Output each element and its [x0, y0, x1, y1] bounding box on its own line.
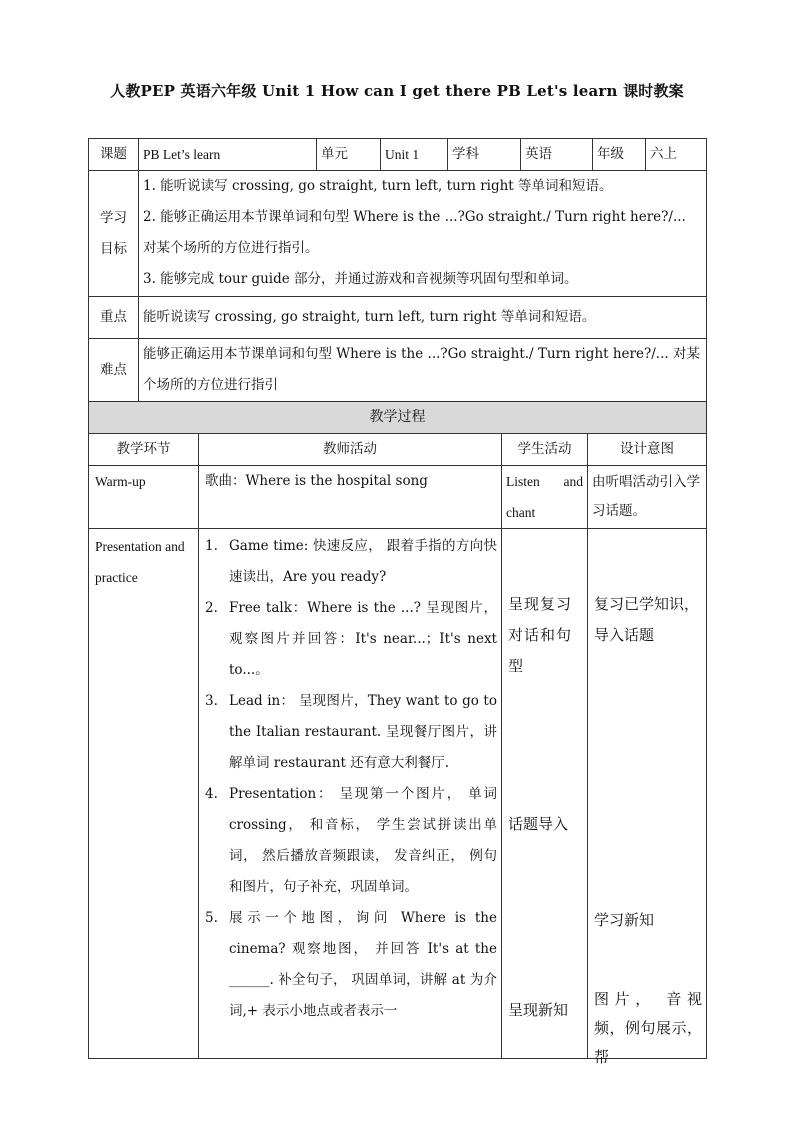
document-title: 人教PEP 英语六年级 Unit 1 How can I get there PB Let's learn 课时教案: [110, 82, 684, 100]
difficulties-label: 难点: [89, 339, 139, 402]
grade-label: 年级: [593, 139, 646, 171]
warmup-design: 由听唱活动引入学习话题。: [588, 466, 707, 529]
teacher-item-2: 2. Free talk：Where is the ...? 呈现图片，观察图片并回答：It's near...；It's next to...。: [205, 600, 497, 678]
design-item-1: 复习已学知识，导入话题: [594, 595, 700, 644]
unit-value: Unit 1: [381, 139, 448, 171]
unit-label: 单元: [317, 139, 381, 171]
teacher-activity-list: [205, 531, 497, 1027]
teacher-item-4: 4. Presentation： 呈现第一个图片， 单词 crossing， 和音标， 学生尝试拼读出单词， 然后播放音频跟读， 发音纠正， 例句和图片，句子补充，巩固单词。: [205, 786, 497, 895]
col-student-header: 学生活动: [502, 434, 588, 466]
subject-label: 学科: [448, 139, 521, 171]
objectives-label-line1: 学习: [100, 209, 127, 226]
col-design-header: 设计意图: [588, 434, 707, 466]
topic-label: 课题: [89, 139, 139, 171]
student-item-3: 呈现新知: [508, 1001, 569, 1019]
difficulties-text: 能够正确运用本节课单词和句型 Where is the ...?Go straight./ Turn right here?/... 对某个场所的方位进行指引: [139, 339, 707, 402]
student-item-2: 话题导入: [508, 815, 569, 833]
process-heading: 教学过程: [89, 402, 707, 434]
objective-item-2: 2. 能够正确运用本节课单词和句型 Where is the ...?Go straight./ Turn right here?/... 对某个场所的方位进行指引。: [143, 209, 686, 256]
objectives-label-line2: 目标: [100, 240, 127, 257]
teacher-item-3: 3. Lead in： 呈现图片，They want to go to the Italian restaurant. 呈现餐厅图片，讲解单词 restaurant 还有意大利餐厅.: [205, 693, 497, 771]
design-item-2: 学习新知: [594, 911, 655, 929]
key-points-text: 能听说读写 crossing, go straight, turn left, turn right 等单词和短语。: [139, 297, 707, 339]
subject-value: 英语: [521, 139, 593, 171]
teacher-item-1: 1. Game time: 快速反应， 跟着手指的方向快速读出，Are you ready?: [205, 538, 497, 585]
key-points-label: 重点: [89, 297, 139, 339]
warmup-stage: Warm-up: [89, 466, 199, 529]
presentation-student: [502, 529, 588, 1059]
presentation-design: [588, 529, 707, 1066]
lesson-info-table: [88, 138, 707, 402]
presentation-teacher: [199, 529, 502, 1059]
design-item-3: 图片， 音视频，例句展示， 帮: [594, 990, 702, 1066]
col-teacher-header: 教师活动: [199, 434, 502, 466]
grade-value: 六上: [646, 139, 707, 171]
warmup-student: Listen and chant: [502, 466, 588, 529]
student-item-1: 呈现复习对话和句型: [508, 595, 573, 675]
presentation-stage: Presentation and practice: [89, 529, 199, 1059]
objectives-content: [139, 171, 707, 297]
teaching-process-table: [88, 401, 707, 1066]
objectives-label: [89, 171, 139, 297]
topic-value: PB Let’s learn: [139, 139, 317, 171]
objective-item-1: 1. 能听说读写 crossing, go straight, turn left, turn right 等单词和短语。: [143, 178, 613, 194]
teacher-item-5: 5. 展示一个地图，询问 Where is the cinema? 观察地图， 并回答 It's at the ______. 补全句子， 巩固单词，讲解 at 为介词,+ 表示小地点或者表示一: [205, 910, 497, 1019]
objective-item-3: 3. 能够完成 tour guide 部分，并通过游戏和音视频等巩固句型和单词。: [143, 271, 578, 287]
col-stage-header: 教学环节: [89, 434, 199, 466]
warmup-teacher: 歌曲：Where is the hospital song: [199, 466, 502, 529]
